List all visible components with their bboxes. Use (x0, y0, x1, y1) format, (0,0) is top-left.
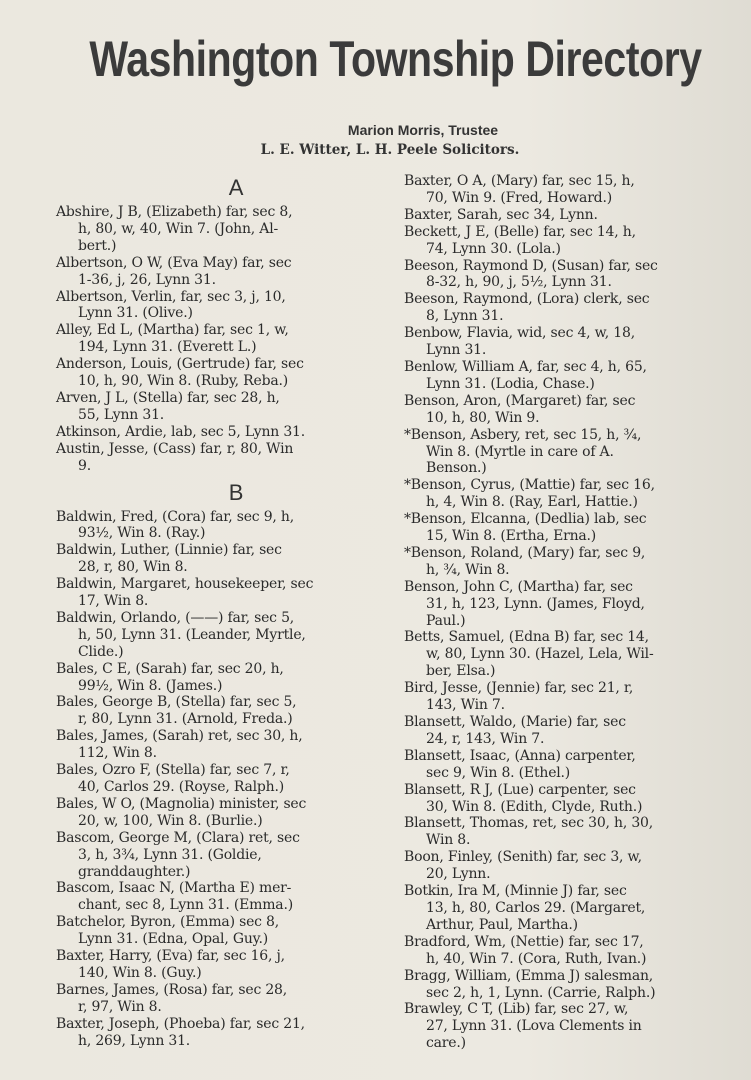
entry-name-line: Baldwin, Luther, (Linnie) far, sec (56, 542, 282, 559)
entry-name-line: Baxter, Joseph, (Phoeba) far, sec 21, (56, 1015, 305, 1032)
entry-continuation-line: Clide.) (78, 643, 124, 660)
directory-entry (404, 968, 744, 1002)
directory-entry (56, 424, 396, 441)
entry-continuation-line: h, 269, Lynn 31. (78, 1032, 191, 1049)
directory-entry (404, 291, 744, 325)
entry-name-line: Baldwin, Fred, (Cora) far, sec 9, h, (56, 508, 294, 525)
directory-entry (404, 629, 744, 680)
directory-entry (404, 173, 744, 207)
entry-continuation-line: chant, sec 8, Lynn 31. (Emma.) (78, 897, 293, 914)
directory-entry (56, 880, 396, 914)
directory-entry (404, 393, 744, 427)
entry-name-line: Bird, Jesse, (Jennie) far, sec 21, r, (404, 680, 634, 697)
entry-continuation-line: Arthur, Paul, Martha.) (426, 916, 578, 933)
entry-name-line: Bradford, Wm, (Nettie) far, sec 17, (404, 933, 644, 950)
directory-entry (404, 427, 744, 478)
directory-entry (56, 661, 396, 695)
entry-continuation-line: bert.) (78, 237, 117, 254)
directory-entry (56, 289, 396, 323)
directory-entry (56, 255, 396, 289)
entry-name-line: Boon, Finley, (Senith) far, sec 3, w, (404, 849, 642, 866)
directory-entry (56, 796, 396, 830)
directory-entry (56, 1016, 396, 1050)
entry-name-line: Alley, Ed L, (Martha) far, sec 1, w, (56, 322, 289, 339)
directory-entry (56, 509, 396, 543)
entry-name-line: *Benson, Roland, (Mary) far, sec 9, (404, 544, 646, 561)
entry-continuation-line: r, 97, Win 8. (78, 998, 162, 1015)
entry-continuation-line: w, 80, Lynn 30. (Hazel, Lela, Wil- (426, 646, 654, 663)
entry-continuation-line: 143, Win 7. (426, 697, 505, 714)
entry-continuation-line: 17, Win 8. (78, 593, 149, 610)
entry-continuation-line: care.) (426, 1035, 466, 1052)
directory-entry (56, 390, 396, 424)
directory-entry (56, 762, 396, 796)
directory-entry (56, 610, 396, 661)
entry-name-line: Atkinson, Ardie, lab, sec 5, Lynn 31. (56, 423, 305, 440)
section-letter-b: B (228, 479, 244, 505)
entry-name-line: Baldwin, Orlando, (——) far, sec 5, (56, 609, 295, 626)
directory-entry (404, 849, 744, 883)
section-a-entries (56, 204, 396, 475)
entry-continuation-line: 13, h, 80, Carlos 29. (Margaret, (426, 899, 646, 916)
entry-name-line: Botkin, Ira M, (Minnie J) far, sec (404, 883, 627, 900)
entry-name-line: Beeson, Raymond, (Lora) clerk, sec (404, 291, 650, 308)
directory-entry (56, 728, 396, 762)
entry-continuation-line: Lynn 31. (426, 342, 487, 359)
entry-continuation-line: Win 8. (426, 832, 471, 849)
entry-name-line: Benbow, Flavia, wid, sec 4, w, 18, (404, 325, 635, 342)
entry-name-line: Arven, J L, (Stella) far, sec 28, h, (56, 389, 280, 406)
entry-name-line: Benson, John C, (Martha) far, sec (404, 578, 633, 595)
entry-continuation-line: Lynn 31. (Lodia, Chase.) (426, 375, 595, 392)
directory-entry (404, 748, 744, 782)
entry-name-line: Bales, W O, (Magnolia) minister, sec (56, 795, 307, 812)
entry-name-line: Baxter, Harry, (Eva) far, sec 16, j, (56, 948, 285, 965)
directory-entry (56, 576, 396, 610)
entry-name-line: Bascom, Isaac N, (Martha E) mer- (56, 880, 292, 897)
entry-continuation-line: 99½, Win 8. (James.) (78, 677, 223, 694)
directory-entry (56, 356, 396, 390)
directory-entry (404, 325, 744, 359)
directory-entry (56, 694, 396, 728)
entry-continuation-line: Lynn 31. (Olive.) (78, 305, 193, 322)
entry-name-line: Benson, Aron, (Margaret) far, sec (404, 392, 636, 409)
entry-name-line: Blansett, R J, (Lue) carpenter, sec (404, 781, 636, 798)
solicitors-line: L. E. Witter, L. H. Peele Solicitors. (260, 142, 520, 158)
directory-entry (404, 1001, 744, 1052)
entry-continuation-line: 3, h, 3¾, Lynn 31. (Goldie, (78, 846, 262, 863)
directory-entry (56, 322, 396, 356)
entry-continuation-line: 30, Win 8. (Edith, Clyde, Ruth.) (426, 798, 643, 815)
section-letter-a: A (228, 175, 244, 200)
entry-name-line: Beeson, Raymond D, (Susan) far, sec (404, 257, 658, 274)
entry-continuation-line: 70, Win 9. (Fred, Howard.) (426, 189, 612, 206)
directory-entry (404, 579, 744, 630)
directory-entry (404, 207, 744, 224)
entry-continuation-line: 40, Carlos 29. (Royse, Ralph.) (78, 779, 285, 795)
entry-continuation-line: 15, Win 8. (Ertha, Erna.) (426, 528, 597, 545)
entry-continuation-line: h, ¾, Win 8. (426, 561, 510, 578)
entry-name-line: Baxter, Sarah, sec 34, Lynn. (404, 206, 598, 223)
directory-entry (56, 830, 396, 881)
entry-continuation-line: 31, h, 123, Lynn. (James, Floyd, (426, 595, 645, 612)
entry-name-line: Bales, Ozro F, (Stella) far, sec 7, r, (56, 762, 290, 779)
entry-continuation-line: h, 50, Lynn 31. (Leander, Myrtle, (78, 626, 306, 643)
entry-continuation-line: h, 80, w, 40, Win 7. (John, Al- (78, 220, 279, 237)
entry-continuation-line: sec 2, h, 1, Lynn. (Carrie, Ralph.) (426, 984, 656, 1001)
entry-name-line: *Benson, Cyrus, (Mattie) far, sec 16, (404, 477, 655, 494)
trustee-line: Marion Morris, Trustee (347, 122, 499, 138)
directory-entry (56, 542, 396, 576)
directory-entry (404, 477, 744, 511)
entry-name-line: *Benson, Elcanna, (Dedlia) lab, sec (404, 511, 647, 528)
directory-entry (404, 714, 744, 748)
section-b-entries (56, 509, 396, 1050)
entry-continuation-line: 55, Lynn 31. (78, 406, 165, 423)
page-title: Washington Township Directory (89, 31, 702, 87)
entry-continuation-line: 28, r, 80, Win 8. (78, 559, 188, 576)
directory-entry (404, 934, 744, 968)
entry-continuation-line: Benson.) (426, 460, 487, 477)
entry-name-line: Bales, C E, (Sarah) far, sec 20, h, (56, 660, 284, 677)
entry-continuation-line: Win 8. (Myrtle in care of A. (426, 443, 614, 460)
directory-entry (56, 441, 396, 475)
directory-entry (404, 545, 744, 579)
entry-continuation-line: 20, w, 100, Win 8. (Burlie.) (78, 812, 263, 829)
entry-name-line: Barnes, James, (Rosa) far, sec 28, (56, 981, 288, 998)
directory-entry (404, 511, 744, 545)
entry-name-line: Albertson, Verlin, far, sec 3, j, 10, (56, 288, 286, 305)
entry-continuation-line: 74, Lynn 30. (Lola.) (426, 240, 561, 257)
entry-name-line: Batchelor, Byron, (Emma) sec 8, (56, 914, 280, 931)
directory-entry (404, 815, 744, 849)
entry-continuation-line: 1-36, j, 26, Lynn 31. (78, 271, 216, 288)
entry-name-line: Bascom, George M, (Clara) ret, sec (56, 829, 300, 846)
entry-name-line: Bales, George B, (Stella) far, sec 5, (56, 694, 297, 711)
directory-entry (404, 359, 744, 393)
directory-entry (404, 258, 744, 292)
entry-continuation-line: h, 40, Win 7. (Cora, Ruth, Ivan.) (426, 950, 647, 967)
left-column (56, 172, 396, 1050)
entry-name-line: Albertson, O W, (Eva May) far, sec (56, 254, 292, 271)
entry-name-line: Baldwin, Margaret, housekeeper, sec (56, 576, 314, 593)
entry-name-line: Benlow, William A, far, sec 4, h, 65, (404, 358, 647, 375)
entry-name-line: Austin, Jesse, (Cass) far, r, 80, Win (56, 440, 294, 457)
entry-continuation-line: ber, Elsa.) (426, 663, 496, 680)
entry-continuation-line: sec 9, Win 8. (Ethel.) (426, 764, 571, 781)
entry-continuation-line: h, 4, Win 8. (Ray, Earl, Hattie.) (426, 494, 638, 511)
entry-name-line: Anderson, Louis, (Gertrude) far, sec (56, 356, 304, 373)
entry-continuation-line: 140, Win 8. (Guy.) (78, 964, 202, 981)
directory-entry (404, 782, 744, 816)
entry-name-line: Bales, James, (Sarah) ret, sec 30, h, (56, 728, 303, 745)
right-column-entries (404, 173, 744, 1052)
entry-name-line: Bragg, William, (Emma J) salesman, (404, 967, 654, 984)
entry-name-line: *Benson, Asbery, ret, sec 15, h, ¾, (404, 426, 642, 443)
entry-continuation-line: r, 80, Lynn 31. (Arnold, Freda.) (78, 711, 293, 728)
directory-entry (56, 204, 396, 255)
entry-continuation-line: 24, r, 143, Win 7. (426, 730, 545, 747)
entry-continuation-line: Paul.) (426, 612, 466, 629)
entry-continuation-line: 20, Lynn. (426, 866, 491, 883)
directory-entry (56, 948, 396, 982)
entry-continuation-line: 27, Lynn 31. (Lova Clements in (426, 1018, 642, 1035)
entry-continuation-line: 93½, Win 8. (Ray.) (78, 525, 206, 542)
entry-continuation-line: Lynn 31. (Edna, Opal, Guy.) (78, 931, 268, 948)
directory-entry (404, 680, 744, 714)
entry-name-line: Blansett, Isaac, (Anna) carpenter, (404, 747, 636, 764)
entry-name-line: Betts, Samuel, (Edna B) far, sec 14, (404, 629, 649, 646)
entry-name-line: Brawley, C T, (Lib) far, sec 27, w, (404, 1001, 629, 1018)
entry-continuation-line: 8-32, h, 90, j, 5½, Lynn 31. (426, 274, 612, 291)
directory-entry (404, 224, 744, 258)
entry-name-line: Beckett, J E, (Belle) far, sec 14, h, (404, 223, 636, 240)
entry-name-line: Blansett, Thomas, ret, sec 30, h, 30, (404, 815, 654, 832)
entry-name-line: Baxter, O A, (Mary) far, sec 15, h, (404, 173, 635, 189)
entry-name-line: Abshire, J B, (Elizabeth) far, sec 8, (56, 204, 293, 220)
entry-continuation-line: 10, h, 80, Win 9. (426, 409, 540, 426)
right-column (404, 173, 744, 1052)
directory-entry (56, 982, 396, 1016)
entry-continuation-line: granddaughter.) (78, 863, 191, 880)
directory-entry (404, 883, 744, 934)
entry-continuation-line: 10, h, 90, Win 8. (Ruby, Reba.) (78, 373, 289, 390)
entry-continuation-line: 112, Win 8. (78, 745, 157, 762)
entry-name-line: Blansett, Waldo, (Marie) far, sec (404, 714, 626, 730)
directory-entry (56, 914, 396, 948)
entry-continuation-line: 9. (78, 457, 91, 474)
entry-continuation-line: 8, Lynn 31. (426, 308, 504, 325)
entry-continuation-line: 194, Lynn 31. (Everett L.) (78, 339, 257, 356)
